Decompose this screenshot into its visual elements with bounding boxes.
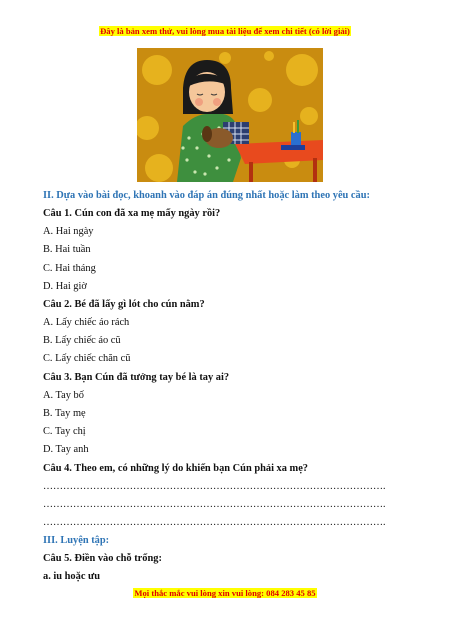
header-notice: Đây là bản xem thử, vui lòng mua tài liệu để xem chi tiết (có lời giải) [100,26,350,36]
question-1-option-c: C. Hai tháng [43,263,96,274]
question-3-option-c: C. Tay chị [43,426,86,437]
question-1-option-a: A. Hai ngày [43,226,94,237]
question-4: Câu 4. Theo em, có những lý do khiến bạn Cún phải xa mẹ? [43,463,309,474]
question-3: Câu 3. Bạn Cún đã tưởng tay bé là tay ai? [43,372,230,383]
question-3-option-a: A. Tay bố [43,390,84,401]
question-2-option-a: A. Lấy chiếc áo rách [43,317,130,328]
answer-line: …………………………………………………………………………………………. [43,499,386,510]
section3-heading: III. Luyện tập: [43,535,110,546]
section2-heading: II. Dựa vào bài đọc, khoanh vào đáp án đúng nhất hoặc làm theo yêu cầu: [43,190,370,201]
question-2-option-c: C. Lấy chiếc chăn cũ [43,353,131,364]
question-3-option-d: D. Tay anh [43,444,89,455]
question-5-part-a: a. iu hoặc ưu [43,571,101,582]
question-2: Câu 2. Bé đã lấy gì lót cho cún nằm? [43,299,205,310]
question-1-option-d: D. Hai giờ [43,281,87,292]
question-5: Câu 5. Điền vào chỗ trống: [43,553,162,564]
question-1-option-b: B. Hai tuần [43,244,91,255]
answer-line: …………………………………………………………………………………………. [43,517,386,528]
answer-line: …………………………………………………………………………………………. [43,481,386,492]
footer-notice: Mọi thắc mắc vui lòng xin vui lòng: 084 283 45 85 [134,588,316,598]
girl-with-puppy-illustration [137,48,323,182]
question-3-option-b: B. Tay mẹ [43,408,86,419]
question-2-option-b: B. Lấy chiếc áo cũ [43,335,121,346]
question-1: Câu 1. Cún con đã xa mẹ mấy ngày rồi? [43,208,221,219]
